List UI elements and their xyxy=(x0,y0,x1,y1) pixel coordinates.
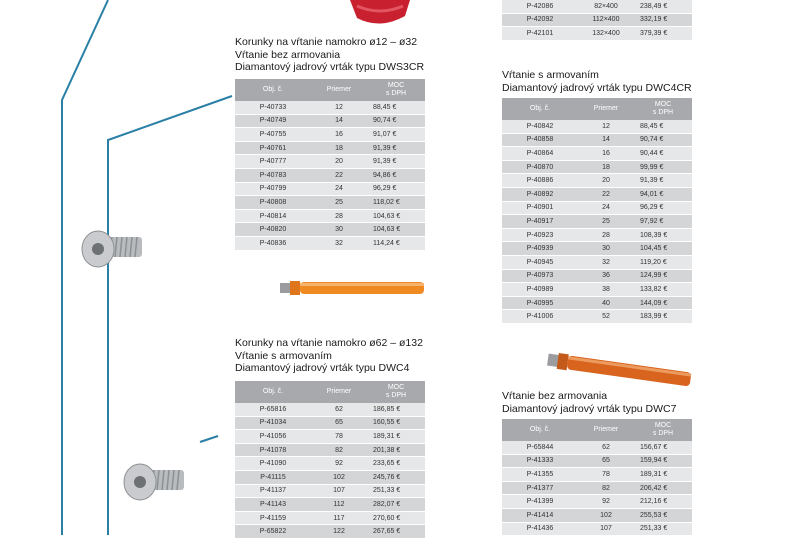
table-header-row xyxy=(502,98,692,120)
table-row xyxy=(502,147,692,161)
cell-price: 88,45 € xyxy=(634,120,692,133)
cell-code: P-65816 xyxy=(235,403,311,416)
heading-line: Korunky na vŕtanie namokro ø12 – ø32 xyxy=(235,36,418,48)
cell-price: 159,94 € xyxy=(634,454,692,468)
cell-price: 332,19 € xyxy=(634,13,692,27)
cell-diameter: 102 xyxy=(578,508,634,522)
cell-diameter: 102 xyxy=(311,470,367,484)
header-price-line2: s DPH xyxy=(652,430,674,437)
cell-price: 189,31 € xyxy=(367,430,425,444)
table-row xyxy=(235,403,425,416)
table-row xyxy=(502,495,692,509)
cell-code: P-40733 xyxy=(235,101,311,114)
cell-diameter: 16 xyxy=(311,128,367,142)
cell-diameter: 36 xyxy=(578,269,634,283)
cell-code: P-41436 xyxy=(502,522,578,536)
section-heading-dwc4cr xyxy=(502,69,692,94)
header-diameter: Priemer xyxy=(311,381,367,403)
cell-code: P-40973 xyxy=(502,269,578,283)
cell-diameter: 24 xyxy=(578,201,634,215)
table-row xyxy=(502,255,692,269)
cell-diameter: 22 xyxy=(578,187,634,201)
table-row xyxy=(235,223,425,237)
cell-price: 251,33 € xyxy=(634,522,692,536)
cell-price: 90,74 € xyxy=(634,133,692,147)
header-price-line1: MOC xyxy=(654,101,672,108)
cell-diameter: 18 xyxy=(578,160,634,174)
table-row xyxy=(502,269,692,283)
cell-diameter: 92 xyxy=(311,457,367,471)
header-price-line1: MOC xyxy=(387,82,405,89)
price-table-dws3cr xyxy=(235,79,425,251)
cell-code: P-41115 xyxy=(235,470,311,484)
cell-diameter: 82 xyxy=(311,443,367,457)
cell-price: 104,63 € xyxy=(367,209,425,223)
cell-code: P-65844 xyxy=(502,441,578,454)
table-row xyxy=(502,187,692,201)
table-row xyxy=(235,525,425,539)
cell-code: P-40799 xyxy=(235,182,311,196)
cell-diameter: 78 xyxy=(578,468,634,482)
cell-code: P-40814 xyxy=(235,209,311,223)
cell-price: 212,16 € xyxy=(634,495,692,509)
table-row xyxy=(235,155,425,169)
cell-diameter: 122 xyxy=(311,525,367,539)
cell-diameter: 20 xyxy=(311,155,367,169)
cell-price: 91,07 € xyxy=(367,128,425,142)
cell-code: P-40842 xyxy=(502,120,578,133)
cell-diameter: 22 xyxy=(311,168,367,182)
table-header-row xyxy=(235,381,425,403)
cell-price: 96,29 € xyxy=(367,182,425,196)
table-row xyxy=(502,133,692,147)
cell-diameter: 20 xyxy=(578,174,634,188)
header-code: Obj. č. xyxy=(235,79,311,101)
cell-diameter: 62 xyxy=(311,403,367,416)
cell-price: 255,53 € xyxy=(634,508,692,522)
cell-code: P-41006 xyxy=(502,310,578,324)
table-row xyxy=(502,160,692,174)
table-row xyxy=(235,511,425,525)
cell-price: 270,60 € xyxy=(367,511,425,525)
cell-code: P-41143 xyxy=(235,498,311,512)
cell-diameter: 107 xyxy=(311,484,367,498)
price-table-dwc7 xyxy=(502,419,692,536)
cell-code: P-41377 xyxy=(502,481,578,495)
cell-code: P-42101 xyxy=(502,27,578,41)
cell-price: 90,74 € xyxy=(367,114,425,128)
price-table-dwc4 xyxy=(235,381,425,539)
cell-diameter: 52 xyxy=(578,310,634,324)
cell-diameter: 28 xyxy=(578,228,634,242)
table-row xyxy=(502,201,692,215)
cell-code: P-41333 xyxy=(502,454,578,468)
header-diameter: Priemer xyxy=(578,419,634,441)
cell-diameter: 32 xyxy=(311,236,367,250)
table-row xyxy=(235,498,425,512)
header-price-line1: MOC xyxy=(387,384,405,391)
cell-price: 201,38 € xyxy=(367,443,425,457)
header-diameter: Priemer xyxy=(311,79,367,101)
cell-price: 238,49 € xyxy=(634,0,692,13)
table-row xyxy=(235,416,425,430)
cell-price: 97,92 € xyxy=(634,215,692,229)
table-row xyxy=(235,484,425,498)
heading-line: Diamantový jadrový vrták typu DWS3CR xyxy=(235,61,425,74)
cell-code: P-40995 xyxy=(502,296,578,310)
red-core-bit-image xyxy=(345,0,415,26)
orange-core-drill-image xyxy=(280,276,430,302)
cell-price: 189,31 € xyxy=(634,468,692,482)
cell-diameter: 14 xyxy=(578,133,634,147)
cell-code: P-65822 xyxy=(235,525,311,539)
cell-diameter: 107 xyxy=(578,522,634,536)
cell-code: P-41399 xyxy=(502,495,578,509)
table-row xyxy=(235,168,425,182)
cell-diameter: 28 xyxy=(311,209,367,223)
cell-price: 94,01 € xyxy=(634,187,692,201)
header-price xyxy=(634,419,692,441)
cell-code: P-40836 xyxy=(235,236,311,250)
cell-diameter: 12 xyxy=(578,120,634,133)
cell-diameter: 25 xyxy=(311,196,367,210)
cell-price: 160,55 € xyxy=(367,416,425,430)
table-row xyxy=(502,0,692,13)
cell-code: P-41090 xyxy=(235,457,311,471)
cell-diameter: 14 xyxy=(311,114,367,128)
table-row xyxy=(502,283,692,297)
header-diameter: Priemer xyxy=(578,98,634,120)
cell-diameter: 32 xyxy=(578,255,634,269)
header-price xyxy=(367,381,425,403)
cell-code: P-40858 xyxy=(502,133,578,147)
cell-code: P-40917 xyxy=(502,215,578,229)
table-row xyxy=(502,242,692,256)
cell-diameter: 30 xyxy=(311,223,367,237)
table-row xyxy=(235,141,425,155)
cell-code: P-40808 xyxy=(235,196,311,210)
heading-line: Diamantový jadrový vrták typu DWC4CR xyxy=(502,81,692,94)
cell-size: 82×400 xyxy=(578,0,634,13)
cell-code: P-40939 xyxy=(502,242,578,256)
cell-diameter: 40 xyxy=(578,296,634,310)
cell-diameter: 24 xyxy=(311,182,367,196)
cell-code: P-40777 xyxy=(235,155,311,169)
heading-line: Vŕtanie s armovaním xyxy=(235,349,332,362)
cell-price: 91,39 € xyxy=(367,141,425,155)
cell-diameter: 92 xyxy=(578,495,634,509)
cell-diameter: 82 xyxy=(578,481,634,495)
table-row xyxy=(235,101,425,114)
table-row xyxy=(235,209,425,223)
cell-price: 94,86 € xyxy=(367,168,425,182)
table-row xyxy=(502,468,692,482)
price-table-dwc4cr xyxy=(502,98,692,324)
cell-code: P-42092 xyxy=(502,13,578,27)
cell-code: P-41034 xyxy=(235,416,311,430)
table-row xyxy=(502,120,692,133)
cell-code: P-40783 xyxy=(235,168,311,182)
table-row xyxy=(502,27,692,41)
table-row xyxy=(502,296,692,310)
cell-diameter: 65 xyxy=(311,416,367,430)
cell-code: P-40755 xyxy=(235,128,311,142)
header-price-line2: s DPH xyxy=(652,109,674,116)
header-price xyxy=(634,98,692,120)
table-header-row xyxy=(235,79,425,101)
cell-code: P-40923 xyxy=(502,228,578,242)
table-row xyxy=(235,430,425,444)
table-row xyxy=(502,481,692,495)
section-heading-dwc4 xyxy=(235,337,423,375)
cell-price: 267,65 € xyxy=(367,525,425,539)
cell-diameter: 38 xyxy=(578,283,634,297)
cell-code: P-40870 xyxy=(502,160,578,174)
table-row xyxy=(502,228,692,242)
cell-price: 282,07 € xyxy=(367,498,425,512)
cell-diameter: 117 xyxy=(311,511,367,525)
heading-line: Vŕtanie bez armovania xyxy=(502,390,608,402)
cell-price: 379,39 € xyxy=(634,27,692,41)
cell-size: 132×400 xyxy=(578,27,634,41)
cell-diameter: 25 xyxy=(578,215,634,229)
cell-diameter: 65 xyxy=(578,454,634,468)
cell-code: P-40989 xyxy=(502,283,578,297)
section-heading-dwc7 xyxy=(502,390,676,415)
cell-code: P-40901 xyxy=(502,201,578,215)
section-heading-dws3cr xyxy=(235,36,424,74)
table-row xyxy=(235,182,425,196)
heading-line: Vŕtanie s armovaním xyxy=(502,69,599,81)
cell-code: P-40892 xyxy=(502,187,578,201)
table-row xyxy=(235,457,425,471)
cell-price: 91,39 € xyxy=(367,155,425,169)
header-price-line1: MOC xyxy=(654,422,672,429)
header-code: Obj. č. xyxy=(235,381,311,403)
heading-line: Korunky na vŕtanie namokro ø62 – ø132 xyxy=(235,337,423,349)
price-table-top xyxy=(502,0,692,41)
cell-price: 144,09 € xyxy=(634,296,692,310)
table-row xyxy=(502,310,692,324)
table-row xyxy=(235,196,425,210)
cell-price: 156,67 € xyxy=(634,441,692,454)
heading-line: Diamantový jadrový vrták typu DWC7 xyxy=(502,402,677,415)
table-row xyxy=(235,114,425,128)
header-code: Obj. č. xyxy=(502,98,578,120)
cell-diameter: 112 xyxy=(311,498,367,512)
table-row xyxy=(502,508,692,522)
cell-price: 133,82 € xyxy=(634,283,692,297)
cell-code: P-40945 xyxy=(502,255,578,269)
table-row xyxy=(235,443,425,457)
header-price-line2: s DPH xyxy=(385,392,407,399)
cell-code: P-41159 xyxy=(235,511,311,525)
table-row xyxy=(502,522,692,536)
cell-code: P-41355 xyxy=(502,468,578,482)
cell-diameter: 62 xyxy=(578,441,634,454)
cell-diameter: 18 xyxy=(311,141,367,155)
cell-code: P-40761 xyxy=(235,141,311,155)
cell-price: 118,02 € xyxy=(367,196,425,210)
cell-code: P-42086 xyxy=(502,0,578,13)
table-header-row xyxy=(502,419,692,441)
header-price-line2: s DPH xyxy=(385,90,407,97)
cell-price: 90,44 € xyxy=(634,147,692,161)
heading-line: Diamantový jadrový vrták typu DWC4 xyxy=(235,362,410,375)
cell-price: 104,63 € xyxy=(367,223,425,237)
cell-diameter: 12 xyxy=(311,101,367,114)
cell-price: 96,29 € xyxy=(634,201,692,215)
cell-price: 124,99 € xyxy=(634,269,692,283)
cell-price: 233,65 € xyxy=(367,457,425,471)
cell-code: P-41078 xyxy=(235,443,311,457)
header-code: Obj. č. xyxy=(502,419,578,441)
table-row xyxy=(235,128,425,142)
cell-price: 119,20 € xyxy=(634,255,692,269)
table-row xyxy=(502,441,692,454)
table-row xyxy=(502,13,692,27)
cell-price: 251,33 € xyxy=(367,484,425,498)
adapter-bolt-image xyxy=(122,458,190,506)
cell-price: 99,99 € xyxy=(634,160,692,174)
cell-price: 108,39 € xyxy=(634,228,692,242)
cell-price: 88,45 € xyxy=(367,101,425,114)
table-row xyxy=(235,470,425,484)
cell-code: P-40820 xyxy=(235,223,311,237)
cell-code: P-41137 xyxy=(235,484,311,498)
cell-code: P-41056 xyxy=(235,430,311,444)
cell-diameter: 30 xyxy=(578,242,634,256)
cell-diameter: 16 xyxy=(578,147,634,161)
cell-price: 186,85 € xyxy=(367,403,425,416)
cell-code: P-41414 xyxy=(502,508,578,522)
adapter-bolt-image xyxy=(80,225,148,273)
cell-price: 206,42 € xyxy=(634,481,692,495)
cell-price: 91,39 € xyxy=(634,174,692,188)
cell-price: 104,45 € xyxy=(634,242,692,256)
cell-diameter: 78 xyxy=(311,430,367,444)
table-row xyxy=(235,236,425,250)
header-price xyxy=(367,79,425,101)
orange-core-drill-image xyxy=(545,350,700,392)
cell-price: 114,24 € xyxy=(367,236,425,250)
cell-code: P-40886 xyxy=(502,174,578,188)
cell-code: P-40864 xyxy=(502,147,578,161)
table-row xyxy=(502,215,692,229)
cell-price: 183,99 € xyxy=(634,310,692,324)
table-row xyxy=(502,174,692,188)
cell-price: 245,76 € xyxy=(367,470,425,484)
table-row xyxy=(502,454,692,468)
cell-size: 112×400 xyxy=(578,13,634,27)
heading-line: Vŕtanie bez armovania xyxy=(235,48,341,61)
cell-code: P-40749 xyxy=(235,114,311,128)
